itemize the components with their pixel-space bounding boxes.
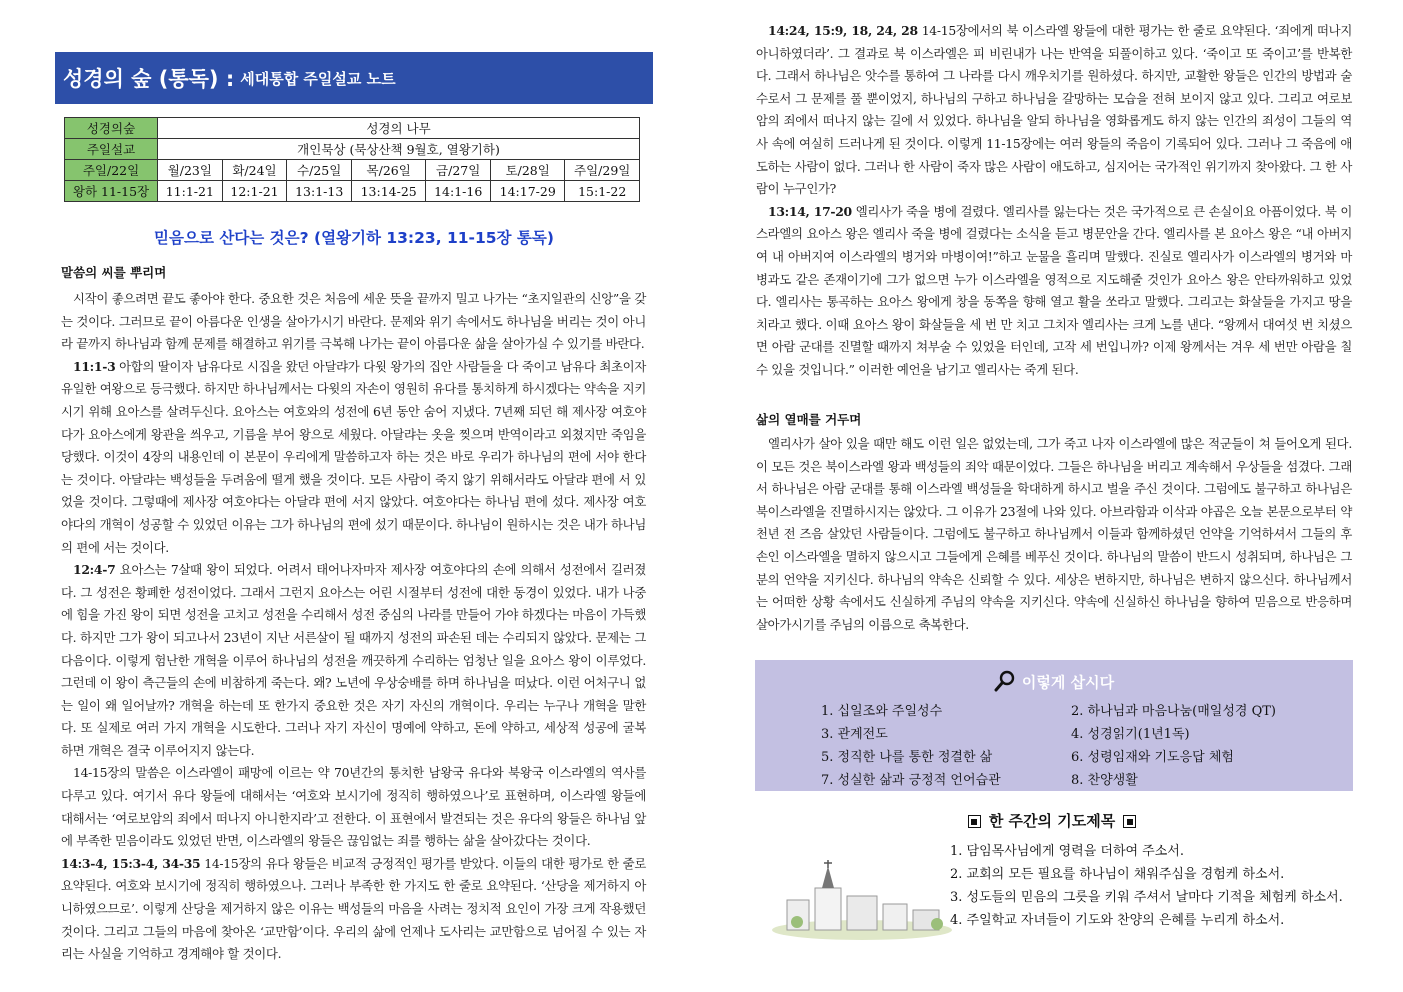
day-cell: 월/23일: [158, 160, 223, 181]
paragraph: 엘리사가 살아 있을 때만 해도 이런 일은 없었는데, 그가 죽고 나자 이스라엘에 많은 적군들이 쳐 들어오게 된다. 이 모든 것은 북이스라엘 왕과 백성들의 죄악 때문이었다. 그들은 하나님을 버리고 계속해서 우상들을 섬겼다. 그래서 하나님은 아람 군대를 통해 이스라엘 백성들을 학대하게 하시고 벌을 주신 것이다. 그럼에도 불구하고 하나님은 북이스라엘을 진멸하시지는 않았다. 그 이유가 23절에 나와 있다. 아브라함과 이삭과 야곱은 오늘 본문으로부터 약 천년 전 즈음 살았던 사람들이다. 그럼에도 불구하고 하나님께서 이들과 함께하셨던 언약을 기억하셔서 그들의 후손인 이스라엘을 멸하지 않으시고 그들에게 은혜를 베푸신 것이다. 하나님의 말씀이 반드시 성취되며, 하나님은 그 분의 언약을 지키신다. 하나님의 약속은 신뢰할 수 있다. 세상은 변하지만, 하나님은 변하지 않으신다. 하나님께서는 어떠한 상황 속에서도 신실하게 주님의 약속을 지키신다. 약속에 신실하신 하나님을 향하여 믿음으로 반응하며 살아가시기를 주님의 이름으로 축복한다.: [756, 436, 1352, 632]
title-banner: [55, 52, 653, 104]
paragraph: [756, 201, 1352, 382]
table-row-ranges: [65, 181, 640, 202]
paragraph: [61, 356, 646, 559]
list-item: 8. 찬양생활: [1071, 773, 1138, 788]
right-page: [701, 0, 1403, 992]
paragraph-text: 14-15장에서의 북 이스라엘 왕들에 대한 평가는 한 줄로 요약된다. ‘죄에게 떠나지 아니하였더라’. 그 결과로 북 이스라엘은 피 비린내가 나는 반역을 되풀이하고 있다. ‘죽이고 또 죽이고’를 반복한다. 그래서 하나님은 앗수를 통하여 그 나라를 다시 깨우치기를 원하셨다. 하지만, 교활한 왕들은 인간의 방법과 술수로서 그 문제를 풀 뿐이었지, 하나님의 구하고 하나님을 갈망하는 모습을 전혀 보이지 않고 있다. 그리고 여로보암의 죄에서 떠나지 않는 길에 서 있었다. 하나님을 알되 하나님을 영화롭게도 하지 않는 인간의 죄성이 그들의 역사 속에 여실히 드러나게 된 것이다. 이렇게 11-15장에는 여러 왕들의 죽음이 기록되어 있다. 그러나 그 죽음에 애도하는 사람이 없다. 그러나 한 사람이 죽자 많은 사람이 애도하고, 심지어는 국가적인 위기까지 찾아왔다. 그 한 사람이 누구인가?: [756, 23, 1353, 197]
prayer-title: [701, 810, 1403, 831]
range-cell: 15:1-22: [565, 181, 640, 202]
paragraph-text: 아합의 딸이자 남유다로 시집을 왔던 아달랴가 다윗 왕가의 집안 사람들을 다 죽이고 남유다 최초이자 유일한 여왕으로 등극했다. 하지만 하나님께서는 다윗의 자손이 영원히 유다를 통치하게 하시겠다는 약속을 지키시기 위해 요아스를 살려두신다. 요아스는 여호와의 성전에 6년 동안 숨어 지냈다. 7년째 되던 해 제사장 여호야다가 요아스에게 왕관을 씌우고, 기름을 부어 왕으로 세웠다. 아달랴는 옷을 찢으며 반역이라고 외쳤지만 죽임을 당했다. 이것이 4장의 내용인데 이 본문이 우리에게 말씀하고자 하는 것은 바로 우리가 하나님의 편에 서야 한다는 것이다. 아달랴는 백성들을 두려움에 떨게 했을 것이다. 모든 사람이 죽지 않기 위해서라도 아달랴 편에 서 있었을 것이다. 그렇때에 제사장 여호야다는 아달랴 편에 서지 않았다. 여호야다는 하나님 편에 섰다. 제사장 여호야다의 개혁이 성공할 수 있었던 이유는 그가 하나님의 편에 섰기 때문이다. 하나님이 원하시는 것은 내가 하나님의 편에 서는 것이다.: [61, 358, 647, 555]
day-cell: 토/28일: [491, 160, 565, 181]
day-cell: 화/24일: [222, 160, 287, 181]
verse-ref: 14:3-4, 15:3-4, 34-35: [61, 855, 201, 871]
list-item: 2. 하나님과 마음나눔(매일성경 QT): [1071, 704, 1276, 719]
live-box-title-text: 이렇게 삽시다: [1021, 673, 1115, 692]
range-cell: 14:1-16: [426, 181, 491, 202]
sermon-title: 믿음으로 산다는 것은? (열왕기하 13:23, 11-15장 통독): [154, 229, 554, 247]
day-cell: 목/26일: [352, 160, 426, 181]
list-item: 4. 성경읽기(1년1독): [1071, 727, 1190, 742]
section-heading-seed: 말씀의 씨를 뿌리며: [61, 265, 167, 280]
list-item: 3. 관계전도: [821, 727, 888, 742]
list-item: 6. 성령임재와 기도응답 체험: [1071, 750, 1234, 765]
verse-ref: 14:24, 15:9, 18, 24, 28: [768, 23, 918, 38]
list-item: 3. 성도들의 믿음의 그릇을 키워 주셔서 날마다 기적을 체험케 하소서.: [950, 890, 1343, 905]
day-cell: 수/25일: [287, 160, 352, 181]
table-head-cell: 성경의숲: [65, 118, 158, 139]
section-heading-fruit: 삶의 열매를 거두며: [756, 412, 862, 427]
church-illustration-icon: [767, 860, 957, 940]
paragraph: 14-15장의 말씀은 이스라엘이 패망에 이르는 약 70년간의 통치한 남왕국 유다와 북왕국 이스라엘의 역사를 다루고 있다. 여기서 유다 왕들에 대해서는 ‘여호와 보시기에 정직히 행하였으나’로 표현하며, 이스라엘 왕들에 대해서는 ‘여로보암의 죄에서 떠나지 아니한지라’고 전한다. 이 표현에서 발견되는 것은 유다의 왕들은 하나님 앞에 부족한 믿음이라도 있었던 반면, 이스라엘의 왕들은 끊임없는 죄를 행하는 삶을 살아갔다는 것이다.: [61, 765, 646, 849]
list-item: 4. 주일학교 자녀들이 기도와 찬양의 은혜를 누리게 하소서.: [950, 913, 1285, 928]
paragraph: 시작이 좋으려면 끝도 좋아야 한다. 중요한 것은 처음에 세운 뜻을 끝까지 밀고 나가는 “초지일관의 신앙”을 갖는 것이다. 그러므로 끝이 아름다운 인생을 살아가시기 바란다. 문제와 위기 속에서도 하나님을 버리는 것이 아니라 끝까지 하나님과 함께 문제를 해결하고 위기를 극복해 나가는 끝이 아름다운 삶을 살아가실 수 있기를 바란다.: [61, 291, 646, 352]
left-body-text: [61, 288, 646, 966]
table-row: [65, 139, 640, 160]
range-cell: 14:17-29: [491, 181, 565, 202]
list-item: 5. 정직한 나를 통한 정결한 삶: [821, 750, 993, 765]
list-item: 2. 교회의 모든 필요를 하나님이 채워주심을 경험케 하소서.: [950, 867, 1285, 882]
right-body-text: [756, 20, 1352, 382]
list-item: 1. 담임목사님에게 영력을 더하여 주소서.: [950, 844, 1184, 859]
range-cell: 13:14-25: [352, 181, 426, 202]
reading-schedule-table: [64, 117, 640, 202]
paragraph: [61, 853, 646, 966]
range-cell: 11:1-21: [158, 181, 223, 202]
table-cell: 개인묵상 (묵상산책 9월호, 열왕기하): [158, 139, 640, 160]
table-head-cell: 주일/22일: [65, 160, 158, 181]
prayer-list: [950, 840, 1343, 932]
range-cell: 13:1-13: [287, 181, 352, 202]
range-cell: 12:1-21: [222, 181, 287, 202]
live-like-this-box: [755, 660, 1353, 791]
table-head-cell: 주일설교: [65, 139, 158, 160]
paragraph-text: 요아스는 7살때 왕이 되었다. 어려서 태어나자마자 제사장 여호야다의 손에 의해서 성전에서 길러졌다. 그 성전은 황폐한 성전이었다. 그래서 그런지 요아스는 어린 시절부터 성전에 대한 동경이 있었다. 내가 나중에 힘을 가진 왕이 되면 성전을 고치고 성전을 수리해서 성전 중심의 나라를 만들어 가야 하겠다는 마음이 가득했다. 하지만 그가 왕이 되고나서 23년이 지난 서른살이 될 때까지 성전의 파손된 데는 수리되지 않았다. 문제는 그 다음이다. 이렇게 험난한 개혁을 이루어 하나님의 성전을 깨끗하게 수리하는 엄청난 일을 요아스 왕이 이루었다. 그런데 이 왕이 측근들의 손에 비참하게 죽는다. 왜? 노년에 우상숭배를 하며 하나님을 떠났다. 이런 어처구니 없는 일이 왜 일어날까? 개혁을 하는데 또 한가지 중요한 것은 자기 자신의 개혁이다. 우리는 누구나 개혁을 말한다. 또 실제로 여러 가지 개혁을 시도한다. 그러나 자기 자신이 명예에 약하고, 돈에 약하고, 세상적 성공에 굴복하면 개혁은 결국 이루어지지 않는다.: [61, 562, 646, 758]
right-body-text-2: [756, 433, 1352, 636]
table-row-days: [65, 160, 640, 181]
list-item: 7. 성실한 삶과 긍정적 언어습관: [821, 773, 1001, 788]
paragraph-text: 엘리사가 죽을 병에 걸렸다. 엘리사를 잃는다는 것은 국가적으로 큰 손실이요 아픔이었다. 북 이스라엘의 요아스 왕은 엘리사 죽을 병에 걸렸다는 소식을 듣고 병문안을 간다. 엘리사를 본 요아스 왕은 “내 아버지여 내 아버지여 이스라엘의 병거와 마병이여!”하고 눈물을 흘리며 말했다. 진실로 엘리사가 이스라엘의 병거와 마병과도 같은 존재이기에 그가 없으면 누가 이스라엘을 영적으로 지도해줄 것인가 요아스 왕은 안타까워하고 있었다. 엘리사는 통곡하는 요아스 왕에게 창을 동쪽을 향해 열고 활을 쏘라고 말했다. 그리고는 화살들을 가지고 땅을 치라고 했다. 이때 요아스 왕이 화살들을 세 번 만 치고 그치자 엘리사는 크게 노를 낸다. “왕께서 대여섯 번 치셨으면 아람 군대를 진멸할 때까지 쳐부술 수 있었을 터인데, 고작 세 번입니까? 이제 왕께서는 겨우 세 번만 아람을 칠 수 있을 것입니다.” 이러한 예언을 남기고 엘리사는 죽게 된다.: [756, 203, 1353, 377]
list-item: 1. 십일조와 주일성수: [821, 704, 943, 719]
square-bullet-icon: [1123, 815, 1136, 828]
day-cell: 주일/29일: [565, 160, 640, 181]
table-head-cell: 왕하 11-15장: [65, 181, 158, 202]
live-box-list: [821, 700, 1341, 792]
table-row: [65, 118, 640, 139]
paragraph-text: 14-15장의 유다 왕들은 비교적 긍정적인 평가를 받았다. 이들의 대한 평가로 한 줄로 요약된다. 여호와 보시기에 정직히 행하였으나. 그러나 부족한 한 가지도 한 줄로 요약된다. ‘산당을 제거하지 아니하였으므로’. 이렇게 산당을 제거하지 않은 이유는 백성들의 마음을 사려는 정치적 요인이 가장 크게 작용했던 것이다. 그리고 그들의 마음에 찾아온 ‘교만함’이다. 우리의 삶에 언제나 도사리는 교만함으로 넘어질 수 있는 자리는 사실을 기억하고 경계해야 할 것이다.: [61, 855, 647, 962]
prayer-title-text: 한 주간의 기도제목: [988, 812, 1116, 830]
verse-ref: 11:1-3: [73, 358, 116, 374]
live-box-title: [755, 670, 1353, 696]
table-cell: 성경의 나무: [158, 118, 640, 139]
day-cell: 금/27일: [426, 160, 491, 181]
left-page: [0, 0, 701, 992]
verse-ref: 12:4-7: [73, 562, 116, 578]
banner-title: 성경의 숲 (통독) :: [63, 67, 235, 91]
square-bullet-icon: [968, 815, 981, 828]
paragraph: [61, 559, 646, 762]
verse-ref: 13:14, 17-20: [768, 203, 852, 219]
banner-subtitle: 세대통합 주일설교 노트: [240, 69, 396, 88]
paragraph: [756, 20, 1352, 201]
magnifier-icon: [994, 670, 1016, 696]
